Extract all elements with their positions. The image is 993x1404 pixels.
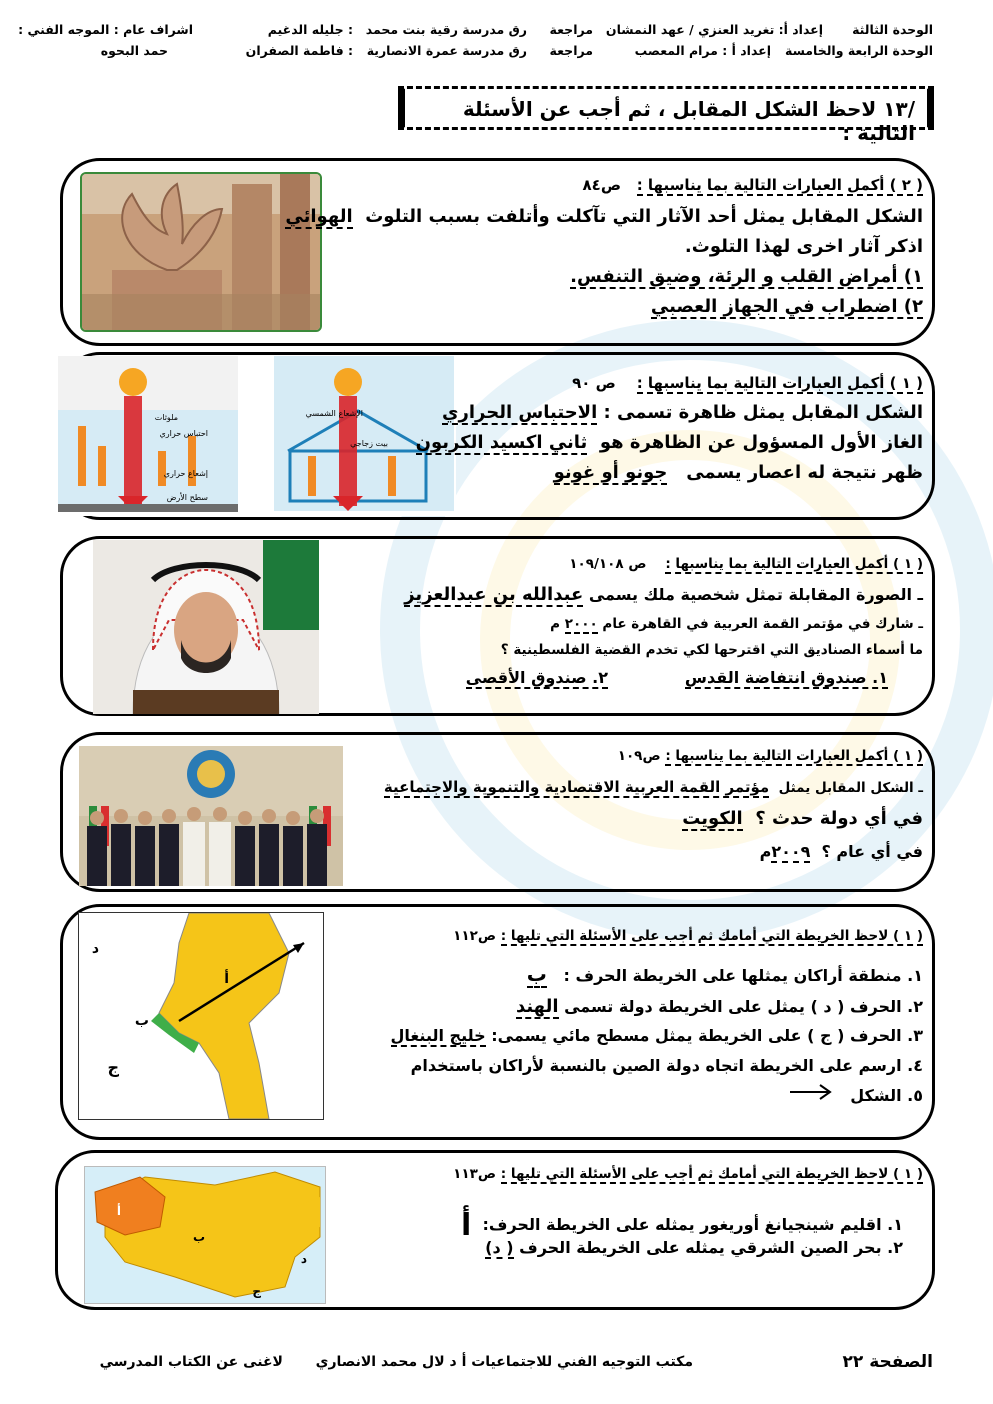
header-line1-prep: إعداد أ: تغريد العنزي / عهد النمشان (605, 22, 823, 37)
fig-label-ground: سطح الأرض (166, 493, 208, 502)
section-6-q1: ١. اقليم شينجيانغ أوريغور يمثله على الخريطة الحرف: أ (461, 1208, 903, 1243)
header-line2-reviewer: : فاطمة الصفران (245, 43, 353, 58)
footer-page-number: الصفحة ٢٢ (842, 1352, 933, 1372)
map5-label-d: د (91, 941, 99, 957)
header-line1-reviewer: : جليله الدغيم (267, 22, 353, 37)
section-6-instruction: ( ١ ) لاحظ الخريطة التي أمامك ثم أجب على الأسئلة التي تليها : ص١١٣ (453, 1166, 923, 1182)
fig-label-pollutants: ملوثات (154, 413, 178, 422)
section-1-instruction: ( ٢ ) أكمل العبارات التالية بما يناسبها : ص٨٤ (582, 176, 923, 194)
header-line2-name: حمد البحوه (100, 43, 168, 58)
section-3-line1: ـ الصورة المقابلة تمثل شخصية ملك يسمى عبدالله بن عبدالعزيز (404, 584, 923, 605)
section-2-instruction: ( ١ ) أكمل العبارات التالية بما يناسبها : ص ٩٠ (572, 374, 923, 392)
question-title-box (398, 86, 934, 145)
header-supervisor: اشراف عام : الموجه الفني : (18, 22, 193, 37)
summit-photo (79, 746, 343, 886)
footer-note: لاغنى عن الكتاب المدرسي (99, 1354, 283, 1370)
header-line1-review: مراجعة (549, 22, 593, 37)
greenhouse-diagram (58, 356, 456, 516)
arrow-right-icon (788, 1082, 836, 1102)
header-line2-units: الوحدة الرابعة والخامسة (785, 43, 933, 58)
header-line2-prep: إعداد أ : مرام المعصب (634, 43, 771, 58)
section-2-line1: الشكل المقابل يمثل ظاهرة تسمى : الاحتباس الحراري (442, 402, 923, 423)
header-line1-school: رق مدرسة رقية بنت محمد (365, 22, 527, 37)
section-5-q5: ٥. الشكل (850, 1086, 923, 1105)
section-2-line2: الغاز الأول المسؤول عن الظاهرة هو ثاني اكسيد الكربون (415, 432, 923, 453)
section-1-item1: ١) أمراض القلب و الرئة، وضيق التنفس. (570, 266, 923, 287)
section-3-instruction: ( ١ ) أكمل العبارات التالية بما يناسبها : ص ١٠٩/١٠٨ (569, 556, 923, 572)
section-5-q4: ٤. ارسم على الخريطة اتجاه دولة الصين بالنسبة لأراكان باستخدام (410, 1056, 923, 1075)
section-4-line2: في أي دولة حدث ؟ الكويت (682, 808, 923, 829)
section-5-instruction: ( ١ ) لاحظ الخريطة التي أمامك ثم أجب على الأسئلة التي تليها : ص١١٢ (453, 928, 923, 944)
section-6-q2: ٢. بحر الصين الشرقي يمثله على الخريطة الحرف ( د) (485, 1238, 903, 1257)
header-line2-school: رق مدرسة عمرة الانصارية (366, 43, 527, 58)
section-4-line3: في أي عام ؟ ٢٠٠٩م (759, 842, 923, 861)
section-3-line3: ما أسماء الصناديق التي اقترحها لكي تخدم القضية الفلسطينية ؟ (500, 642, 923, 658)
map6-label-d: د (300, 1252, 307, 1266)
header-line2-review: مراجعة (549, 43, 593, 58)
section-5-q1: ١. منطقة أراكان يمثلها على الخريطة الحرف : ب (526, 962, 923, 986)
header-line1-units: الوحدة الثالثة (852, 22, 933, 37)
map5-label-a: أ (224, 971, 229, 987)
map6-label-j: ج (252, 1284, 261, 1298)
question-title: /١٣ لاحظ الشكل المقابل ، ثم أجب عن الأسئلة التالية : (462, 97, 915, 145)
fig-label-glasshouse: بيت زجاجي (350, 439, 388, 448)
fig-label-heat-radiation: إشعاع حراري (163, 469, 208, 478)
section-4-instruction: ( ١ ) أكمل العبارات التالية بما يناسبها : ص١٠٩ (617, 748, 923, 764)
section-1-line2: اذكر آثار اخرى لهذا التلوث. (684, 236, 923, 257)
section-1-line1: الشكل المقابل يمثل أحد الآثار التي تآكلت وأتلفت بسبب التلوث الهوائي (285, 206, 923, 227)
section-3-item1: ١. صندوق انتفاضة القدس (684, 668, 888, 687)
fig-label-solar: الإشعاع الشمسي (305, 409, 363, 418)
section-2-line3: ظهر نتيجة له اعصار يسمى جونو أو غونو (553, 462, 923, 483)
section-1-item2: ٢) اضطراب في الجهاز العصبي (650, 296, 923, 317)
fig-label-heat-trap: احتباس حراري (159, 429, 208, 438)
king-portrait (93, 540, 319, 714)
section-4-line1: ـ الشكل المقابل يمثل مؤتمر القمة العربية الاقتصادية والتنموية والاجتماعية (383, 778, 923, 796)
map6-label-a: أ (116, 1204, 121, 1218)
section-5-q2: ٢. الحرف ( د ) يمثل على الخريطة دولة تسمى الهند (515, 996, 923, 1017)
myanmar-map (78, 912, 324, 1120)
map5-label-b: ب (134, 1013, 149, 1029)
section-3-line2: ـ شارك في مؤتمر القمة العربية في القاهرة عام ٢٠٠٠ م (550, 616, 923, 632)
ruins-photo (80, 172, 322, 332)
map6-label-b: ب (192, 1230, 205, 1244)
footer-office: مكتب التوجيه الفني للاجتماعيات أ د لال محمد الانصاري (315, 1354, 693, 1370)
map5-label-j: ج (107, 1058, 119, 1077)
china-map (84, 1166, 326, 1304)
section-5-q3: ٣. الحرف ( ج ) على الخريطة يمثل مسطح مائي يسمى: خليج البنغال (390, 1026, 923, 1045)
section-3-item2: ٢. صندوق الأقصى (465, 668, 608, 687)
